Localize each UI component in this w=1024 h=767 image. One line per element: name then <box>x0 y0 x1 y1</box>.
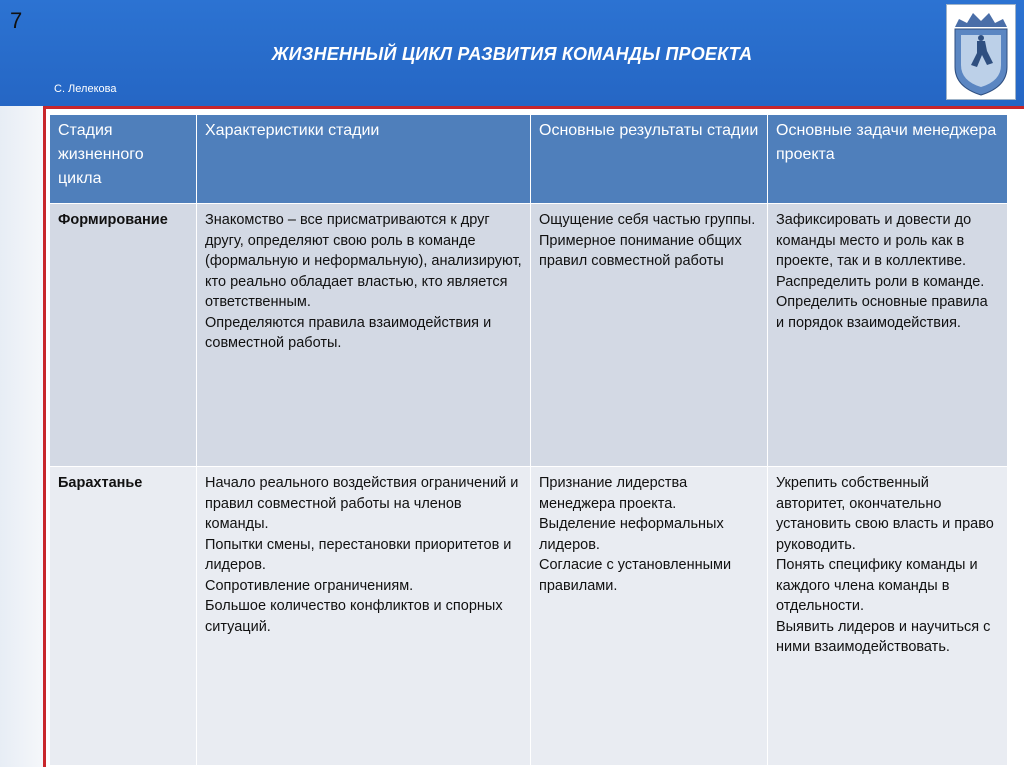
cell-text: Зафиксировать и довести до команды место и роль как в проекте, так и в коллективе. <box>776 212 972 269</box>
header-tasks: Основные задачи менеджера проекта <box>768 115 1008 204</box>
table-row <box>50 204 1008 467</box>
header-results: Основные результаты стадии <box>531 115 768 204</box>
cell-text: Выявить лидеров и научиться с ними взаимодействовать. <box>776 618 991 655</box>
cell-text: Признание лидерства менеджера проекта. <box>539 475 688 512</box>
left-band <box>0 106 43 767</box>
characteristics-cell <box>197 467 531 766</box>
cell-text: Распределить роли в команде. <box>776 273 985 290</box>
characteristics-cell <box>197 204 531 467</box>
tasks-cell <box>768 204 1008 467</box>
cell-text: Попытки смены, перестановки приоритетов и лидеров. <box>205 536 512 573</box>
header-stage: Стадия жизненного цикла <box>50 115 197 204</box>
page-title: ЖИЗНЕННЫЙ ЦИКЛ РАЗВИТИЯ КОМАНДЫ ПРОЕКТА <box>271 44 753 64</box>
header-characteristics: Характеристики стадии <box>197 115 531 204</box>
cell-text: Ощущение себя частью группы. <box>539 212 756 228</box>
results-cell <box>531 467 768 766</box>
shield-emblem-icon <box>947 5 1015 99</box>
lifecycle-table <box>49 114 1008 766</box>
cell-text: Понять специфику команды и каждого члена команды в отдельности. <box>776 557 978 614</box>
cell-text: Примерное понимание общих правил совместной работы <box>539 232 742 269</box>
results-cell <box>531 204 768 467</box>
table-header-row <box>50 115 1008 204</box>
cell-text: Сопротивление ограничениям. <box>205 577 414 594</box>
cell-text: Начало реального воздействия ограничений и правил совместной работы на членов команды. <box>205 475 519 532</box>
cell-text: Определяются правила взаимодействия и совместной работы. <box>205 314 492 351</box>
coat-of-arms-logo <box>946 4 1016 100</box>
stage-cell: Барахтанье <box>50 467 197 766</box>
slide-number: 7 <box>10 8 23 33</box>
cell-text: Выделение неформальных лидеров. <box>539 516 724 553</box>
slide-header <box>0 0 1024 106</box>
author-label: С. Лелекова <box>54 83 117 95</box>
table-row <box>50 467 1008 766</box>
cell-text: Знакомство – все присматриваются к друг другу, определяют свою роль в команде (формальную и неформальную), анализируют, кто реально обладает властью, кто является ответственным. <box>205 212 522 310</box>
cell-text: Укрепить собственный авторитет, окончательно установить свою власть и право руководить. <box>776 475 994 553</box>
tasks-cell <box>768 467 1008 766</box>
cell-text: Большое количество конфликтов и спорных ситуаций. <box>205 598 503 635</box>
cell-text: Определить основные правила и порядок взаимодействия. <box>776 294 988 331</box>
stage-cell: Формирование <box>50 204 197 467</box>
cell-text: Согласие с установленными правилами. <box>539 557 732 594</box>
